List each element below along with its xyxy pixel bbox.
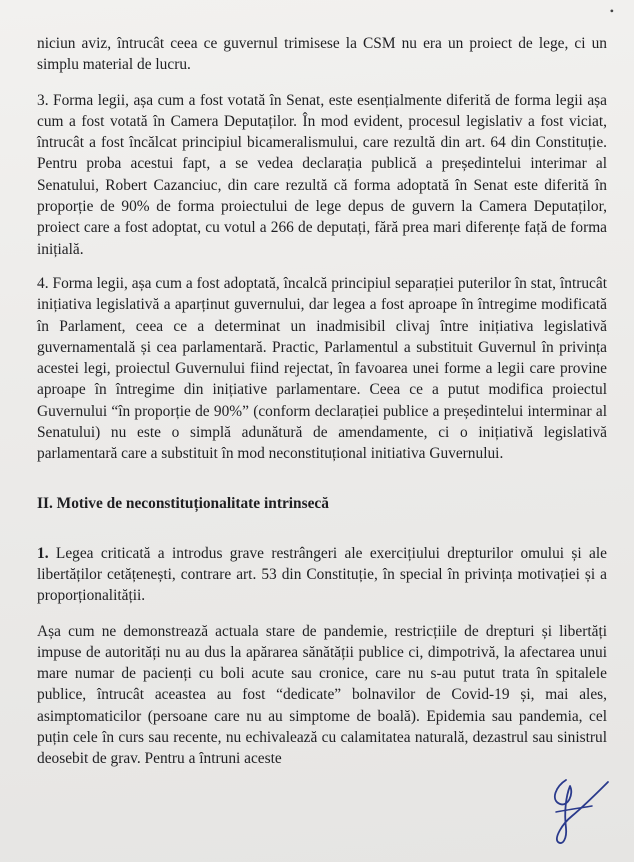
paragraph-point-3: 3. Forma legii, așa cum a fost votată în Senat, este esențialmente diferită de forma legii așa cum a fost votată în Camera Deputaților. În mod evident, procesul legislativ a fost viciat, întrucât a fost încălcat principiul bicameralismului, care rezultă din art. 64 din Constituție. Pentru proba acestui fapt, a se vedea declarația publică a președintelui interimar al Senatului, Robert Cazanciuc, din care rezultă că forma adoptată în Senat este diferită în proporție de 90% de forma proiectului de lege depus de guvern la Camera Deputaților, proiect care a fost adoptat, cu votul a 266 de deputați, fără prea mari diferențe față de forma inițială. [37, 91, 607, 258]
section-heading: II. Motive de neconstituționalitate intrinsecă [37, 494, 329, 512]
corner-mark: • [609, 4, 614, 18]
paragraph-intro-continuation: niciun aviz, întrucât ceea ce guvernul trimisese la CSM nu era un proiect de lege, ci un simplu material de lucru. [37, 35, 607, 74]
signature-stroke-2 [556, 806, 592, 812]
point-number: 1. [37, 544, 49, 562]
handwritten-signature [536, 772, 622, 852]
signature-stroke [555, 780, 608, 843]
point-text: Legea criticată a introdus grave restrângeri ale exercițiului drepturilor omului și ale libertăților cetățenești, contrare art. 53 din Constituție, în special în privința motivației și a proporționalității. [37, 544, 607, 605]
paragraph-pandemic: Așa cum ne demonstrează actuala stare de pandemie, restricțiile de drepturi și libertăți impuse de autorități nu au dus la apărarea sănătății publice ci, dimpotrivă, la afectarea unui mare numar de pacienți cu boli acute sau cronice, care nu s-au putut trata în spitalele publice, întrucât aceastea au fost “dedicate” bolnavilor de Covid-19 și, mai ales, asimptomaticilor (persoane care nu au simptome de boală). Epidemia sau pandemia, cel puțin cele în curs sau recente, nu echivalează cu calamitatea naturală, dezastrul sau sinistrul deosebit de grav. Pentru a întruni aceste [37, 622, 607, 768]
paragraph-section2-point-1 [37, 543, 607, 607]
paragraph-point-4: 4. Forma legii, așa cum a fost adoptată, încalcă principiul separației puterilor în stat, întrucât inițiativa legislativă a aparținut guvernului, dar legea a fost aproape în întregime modificată în Parlament, ceea ce a determinat un inadmisibil clivaj între inițiativa legislativă guvernamentală și cea parlamentară. Practic, Parlamentul a substituit Guvernul în privința acestei legi, proiectul Guvernului fiind rejectat, în favoarea unei forme a legii care provine aproape în întregime din inițiative parlamentare. Ceea ce a putut modifica proiectul Guvernului “în proporție de 90%” (conform declarației publice a președintelui interminar al Senatului) nu este o simplă adunătură de amendamente, ci o inițiativă legislativă parlamentară care a substituit în mod neconstituțional initiativa Guvernului. [37, 274, 607, 463]
document-body [37, 33, 607, 770]
